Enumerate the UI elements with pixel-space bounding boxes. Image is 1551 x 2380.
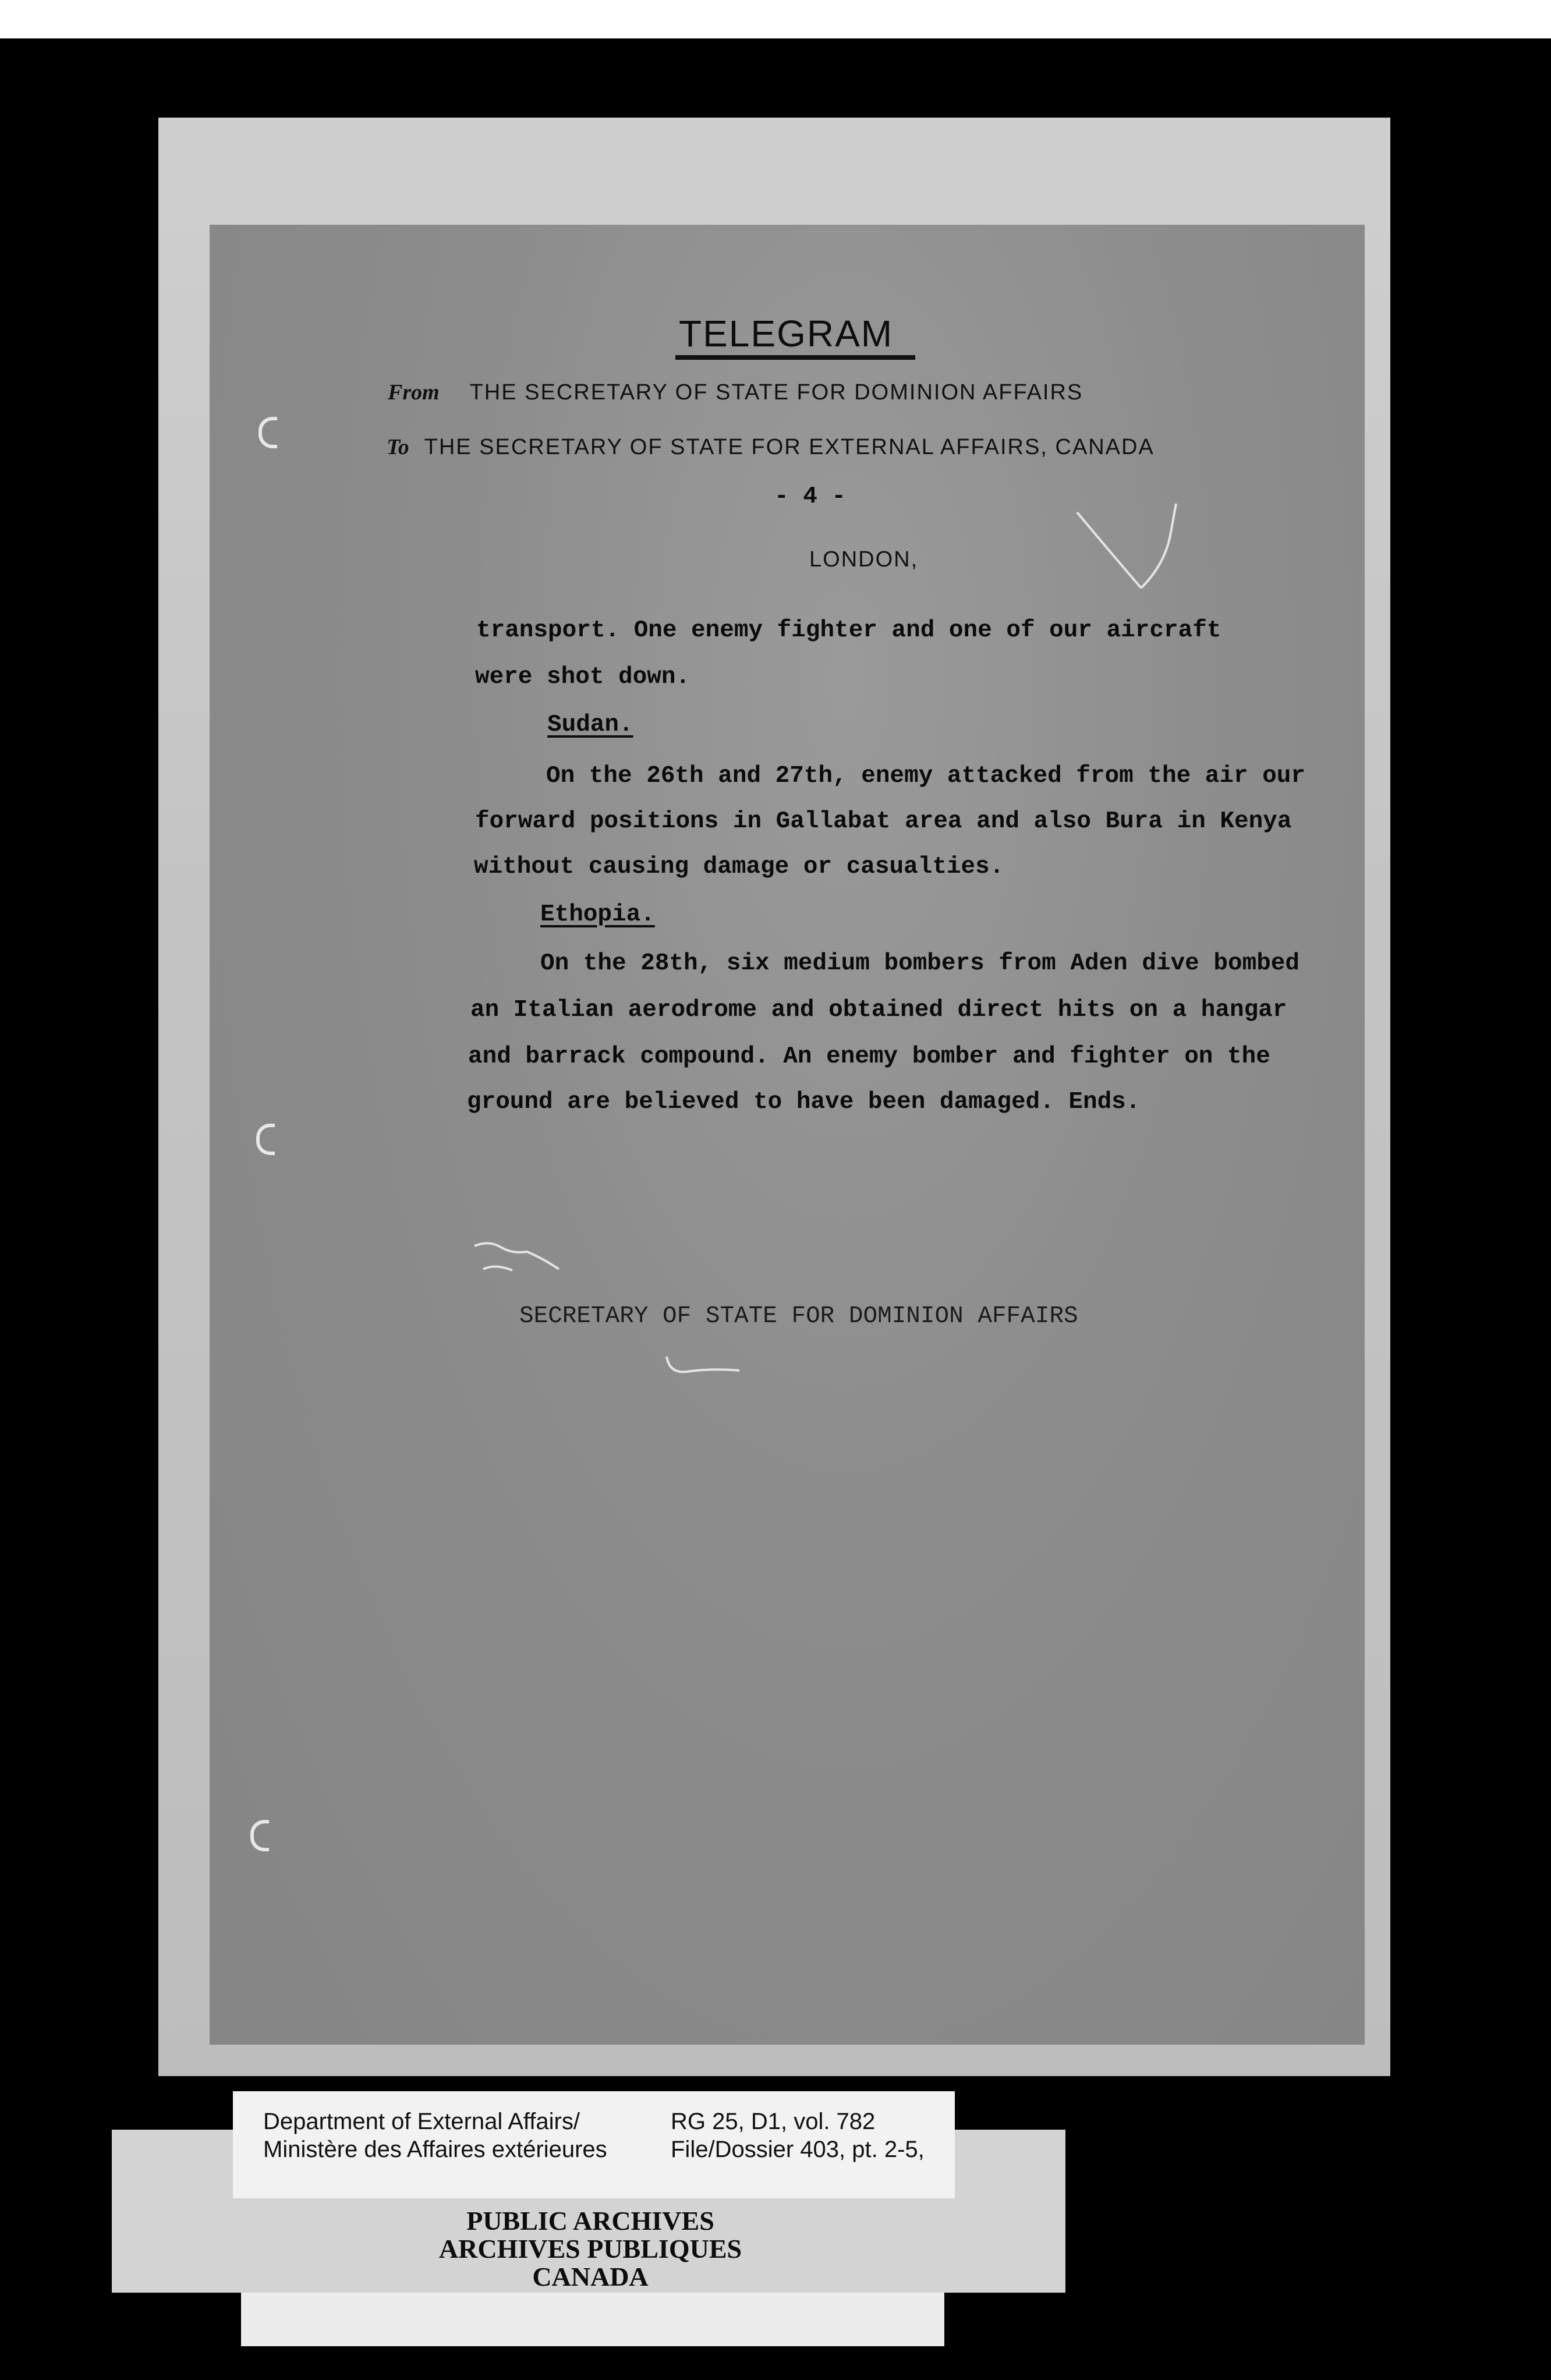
from-value: THE SECRETARY OF STATE FOR DOMINION AFFAIRS bbox=[469, 380, 1083, 405]
body-line: On the 28th, six medium bombers from Aden dive bombed bbox=[540, 950, 1300, 977]
handwritten-mark bbox=[664, 1351, 745, 1386]
body-line: forward positions in Gallabat area and also Bura in Kenya bbox=[475, 808, 1292, 835]
body-line: and barrack compound. An enemy bomber and fighter on the bbox=[468, 1043, 1270, 1070]
from-label: From bbox=[388, 380, 440, 405]
handwritten-mark bbox=[472, 1234, 565, 1287]
telegram-title: TELEGRAM bbox=[679, 313, 894, 355]
body-line: an Italian aerodrome and obtained direct hits on a hangar bbox=[470, 997, 1287, 1023]
section-heading-ethiopia: Ethopia. bbox=[540, 901, 655, 928]
scan-top-border bbox=[0, 0, 1551, 38]
place-line: LONDON, bbox=[809, 547, 919, 572]
section-heading-sudan: Sudan. bbox=[547, 711, 633, 738]
stamp-line-1: PUBLIC ARCHIVES bbox=[466, 2206, 714, 2236]
body-line: ground are believed to have been damaged. Ends. bbox=[467, 1089, 1141, 1115]
department-en: Department of External Affairs/ bbox=[263, 2109, 580, 2134]
to-line bbox=[387, 434, 1155, 460]
handwritten-mark bbox=[1071, 501, 1188, 594]
stamp-line-2: ARCHIVES PUBLIQUES bbox=[438, 2234, 742, 2264]
archive-label-strip bbox=[241, 2293, 944, 2346]
title-underline bbox=[675, 355, 915, 360]
to-label: To bbox=[387, 435, 409, 459]
body-line: without causing damage or casualties. bbox=[474, 853, 1004, 880]
page-number: - 4 - bbox=[774, 483, 847, 510]
reference-line-2: File/Dossier 403, pt. 2-5, bbox=[671, 2137, 925, 2162]
body-line: transport. One enemy fighter and one of our aircraft bbox=[476, 617, 1221, 644]
from-line bbox=[388, 380, 1083, 405]
to-value: THE SECRETARY OF STATE FOR EXTERNAL AFFAIRS, CANADA bbox=[424, 435, 1155, 459]
stamp-line-3: CANADA bbox=[532, 2262, 649, 2292]
department-fr: Ministère des Affaires extérieures bbox=[263, 2137, 607, 2162]
signature-line: SECRETARY OF STATE FOR DOMINION AFFAIRS bbox=[519, 1303, 1078, 1330]
body-line: On the 26th and 27th, enemy attacked from the air our bbox=[546, 763, 1306, 789]
reference-line-1: RG 25, D1, vol. 782 bbox=[671, 2109, 876, 2134]
body-line: were shot down. bbox=[475, 664, 690, 690]
